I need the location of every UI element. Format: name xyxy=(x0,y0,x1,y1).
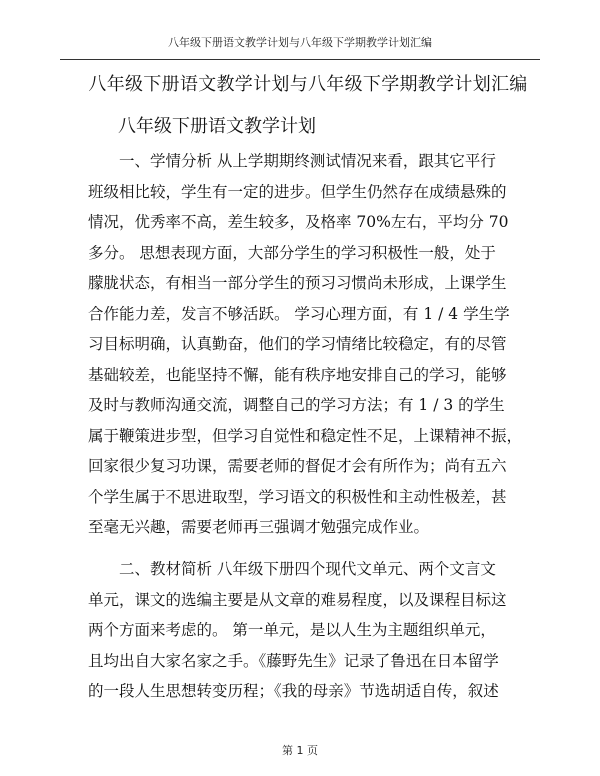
section-title: 八年级下册语文教学计划 xyxy=(118,116,316,137)
paragraph-line: 及时与教师沟通交流，调整自己的学习方法；有 1 / 3 的学生 xyxy=(88,396,505,414)
paragraph-line: 一、学情分析 从上学期期终测试情况来看，跟其它平行 xyxy=(119,152,496,170)
paragraph-line: 二、教材简析 八年级下册四个现代文单元、两个文言文 xyxy=(119,560,496,578)
paragraph-line: 班级相比较，学生有一定的进步。但学生仍然存在成绩悬殊的 xyxy=(88,182,507,201)
paragraph-line: 至毫无兴趣，需要老师再三强调才勉强完成作业。 xyxy=(88,518,430,536)
paragraph-textbook-analysis xyxy=(88,554,528,707)
paragraph-line: 个学生属于不思进取型，学习语文的积极性和主动性极差，甚 xyxy=(88,487,507,506)
running-header: 八年级下册语文教学计划与八年级下学期教学计划汇编 xyxy=(60,34,540,60)
paragraph-line: 习目标明确，认真勤奋，他们的学习情绪比较稳定，有的尽管 xyxy=(88,335,507,353)
paragraph-line: 基础较差，也能坚持不懈，能有秩序地安排自己的学习，能够 xyxy=(88,365,507,384)
paragraph-line: 多分。 思想表现方面，大部分学生的学习积极性一般，处于 xyxy=(88,243,496,262)
paragraph-line: 属于鞭策进步型，但学习自觉性和稳定性不足，上课精神不振， xyxy=(88,426,523,445)
paragraph-line: 朦胧状态，有相当一部分学生的预习习惯尚未形成，上课学生 xyxy=(88,274,507,292)
paragraph-line: 单元，课文的选编主要是从文章的难易程度，以及课程目标这 xyxy=(88,590,507,609)
paragraph-line: 合作能力差，发言不够活跃。 学习心理方面，有 1 / 4 学生学 xyxy=(88,304,510,323)
paragraph-line: 回家很少复习功课，需要老师的督促才会有所作为；尚有五六 xyxy=(88,457,507,475)
paragraph-line: 且均出自大家名家之手。《藤野先生》记录了鲁迅在日本留学 xyxy=(88,651,499,670)
paragraph-line: 两个方面来考虑的。 第一单元，是以人生为主题组织单元， xyxy=(88,621,496,639)
paragraph-line: 情况，优秀率不高，差生较多，及格率 70%左右，平均分 70 xyxy=(88,213,509,231)
document-title: 八年级下册语文教学计划与八年级下学期教学计划汇编 xyxy=(88,74,528,95)
page-number: 第 1 页 xyxy=(282,744,318,757)
paragraph-learning-analysis xyxy=(88,146,528,543)
paragraph-line: 的一段人生思想转变历程；《我的母亲》节选胡适自传，叙述 xyxy=(88,682,499,700)
